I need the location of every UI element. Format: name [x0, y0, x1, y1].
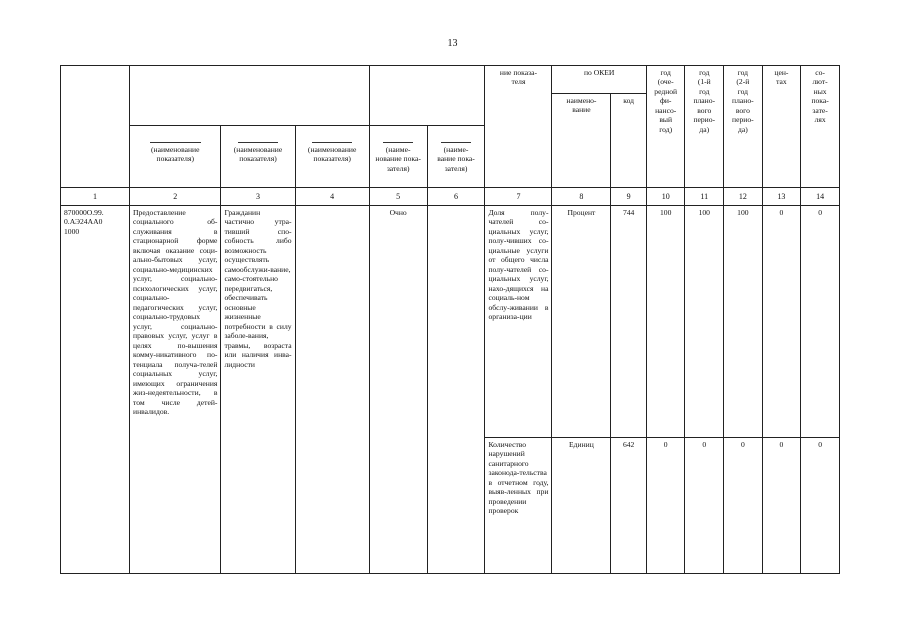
header-col13: цен- тах	[762, 66, 801, 188]
indicator-value-11: 100	[685, 206, 724, 438]
column-number: 12	[724, 188, 763, 206]
service-form: Очно	[369, 206, 427, 574]
header-col14: со- лют- ных пока- зате- лях	[801, 66, 840, 188]
service-description: Предоставление социального об-служивания в стационарной форме включая оказание соци-ально-бытовых услуг, социально-медицинских услуг, социально-психологических услуг, социально-педагогических услуг, социально-трудовых услуг, социально-правовых услуг, услуг в целях по-вышения комму-никативного по-тенциала получа-телей социальных услуг, имеющих ограничения жиз-недеятельности, в том числе детей-инвалидов.	[130, 206, 221, 574]
registry-code: 870000О.99. 0.АЭ24АА0 1000	[61, 206, 130, 574]
column-number: 6	[427, 188, 485, 206]
header-okei: по ОКЕИ	[552, 66, 646, 94]
indicator-value-13: 0	[762, 438, 801, 574]
indicator-value-10: 100	[646, 206, 685, 438]
indicator-unit: Процент	[552, 206, 611, 438]
column-number: 9	[611, 188, 647, 206]
column-number: 3	[221, 188, 295, 206]
header-col10: год (оче- редной фи- нансо- вый год)	[646, 66, 685, 188]
header-conditions-group	[369, 66, 485, 126]
indicator-value-10: 0	[646, 438, 685, 574]
column-number: 11	[685, 188, 724, 206]
header-indicator-name: ние показа- теля	[485, 66, 552, 188]
column-number: 14	[801, 188, 840, 206]
header-code-cell	[61, 66, 130, 188]
indicator-name: Доля полу-чателей со-циальных услуг, полу-чивших со-циальные услуги от общего числа полу-чателей со-циальных услуг, нахо-дящихся на социаль-ном обслу-живании в организа-ции	[485, 206, 552, 438]
indicator-value-12: 0	[724, 438, 763, 574]
column-number: 10	[646, 188, 685, 206]
header-okei-name: наимено- вание	[552, 94, 611, 188]
page-number: 13	[447, 38, 458, 49]
column-number: 4	[295, 188, 369, 206]
indicator-value-14: 0	[801, 206, 840, 438]
header-name-indicator-5: (наиме- нование пока- зателя)	[369, 126, 427, 188]
column-number: 5	[369, 188, 427, 206]
column-number: 13	[762, 188, 801, 206]
column-number: 8	[552, 188, 611, 206]
column-number: 7	[485, 188, 552, 206]
citizen-category: Гражданин частично утра-тивший спо-собность либо возможность осуществлять самообслужи-вание, само-стоятельно передвигаться, обеспечивать основные жизненные потребности в силу заболе-вания, травмы, возраста или наличия инва-лидности	[221, 206, 295, 574]
header-name-indicator-4: (наименование показателя)	[295, 126, 369, 188]
header-content-group	[130, 66, 370, 126]
header-name-indicator-3: (наименование показателя)	[221, 126, 295, 188]
header-name-indicator-6: (наиме- вание пока- зателя)	[427, 126, 485, 188]
header-okei-code: код	[611, 94, 647, 188]
indicator-value-11: 0	[685, 438, 724, 574]
indicator-okei-code: 642	[611, 438, 647, 574]
indicator-okei-code: 744	[611, 206, 647, 438]
header-col11: год (1-й год плано- вого перио- да)	[685, 66, 724, 188]
column-number: 1	[61, 188, 130, 206]
column-number: 2	[130, 188, 221, 206]
indicator-value-12: 100	[724, 206, 763, 438]
indicator-unit: Единиц	[552, 438, 611, 574]
empty-indicator-cell	[295, 206, 369, 574]
header-col12: год (2-й год плано- вого перио- да)	[724, 66, 763, 188]
indicator-name: Количество нарушений санитарного законода-тельства в отчетном году, выяв-ленных при проведении проверок	[485, 438, 552, 574]
header-name-indicator-2: (наименование показателя)	[130, 126, 221, 188]
indicator-value-13: 0	[762, 206, 801, 438]
indicator-value-14: 0	[801, 438, 840, 574]
state-task-table	[60, 65, 840, 574]
empty-condition-cell	[427, 206, 485, 574]
